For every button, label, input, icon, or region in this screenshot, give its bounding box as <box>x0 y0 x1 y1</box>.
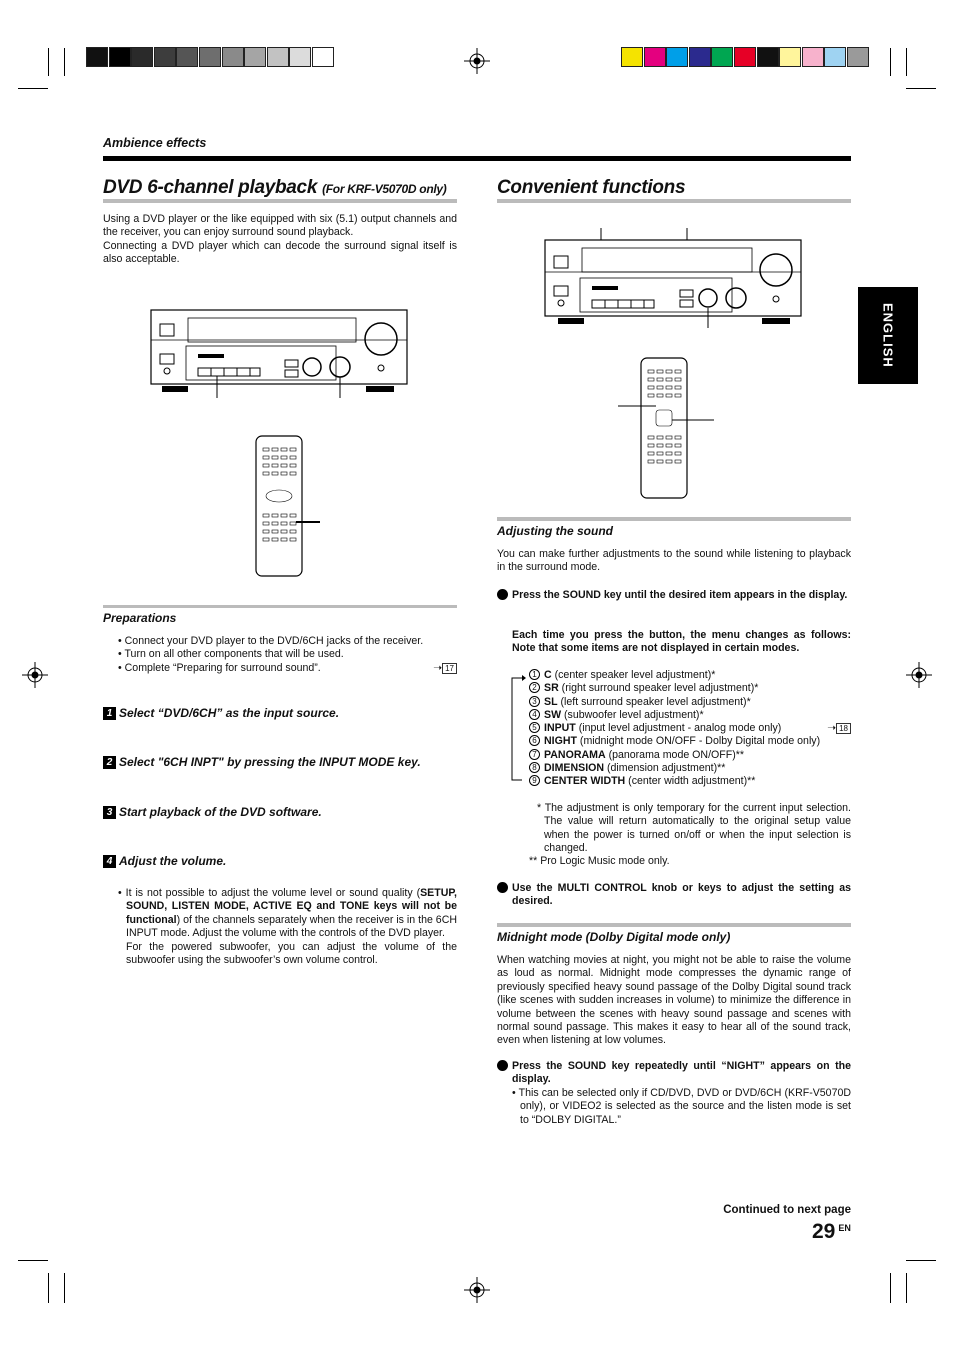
step-text: Adjust the volume. <box>119 854 227 868</box>
step-text: Press the SOUND key until the desired item appears in the display. <box>512 589 848 601</box>
note-text: ) of the channels separately when the receiver is in the 6CH INPUT mode. Adjust the volume with the controls of the DVD player. <box>126 913 457 940</box>
menu-item <box>529 696 851 709</box>
crop-mark <box>906 88 936 89</box>
menu-desc: (center width adjustment)** <box>628 775 756 788</box>
preparations-title: Preparations <box>103 611 177 625</box>
step-number: 3 <box>103 806 116 819</box>
registration-mark-icon <box>464 1277 490 1303</box>
remote-control-illustration <box>618 356 718 502</box>
title-rule <box>103 199 457 203</box>
step-1 <box>103 706 339 720</box>
list-item: • Connect your DVD player to the DVD/6CH jacks of the receiver. <box>118 635 424 647</box>
step-number: 1 <box>497 589 508 600</box>
menu-item <box>529 722 851 735</box>
step-text: Press the SOUND key repeatedly until “NIGHT” appears on the display. <box>512 1060 851 1086</box>
midnight-bullet: • This can be selected only if CD/DVD, DVD or DVD/6CH (KRF-V5070D only), or VIDEO2 is selected as the source and the listen mode is set to “DOLBY DIGITAL.” <box>512 1087 851 1126</box>
cycle-bracket-icon <box>508 672 528 788</box>
registration-mark-icon <box>22 662 48 688</box>
preparations-list <box>118 635 457 675</box>
footnote-2 <box>529 855 851 868</box>
color-swatch <box>802 47 824 67</box>
menu-number: 8 <box>529 762 540 773</box>
footnote-text: The adjustment is only temporary for the current input selection. The value will return automatically to the original setup value when the power is turned on/off or when the input selection is changed. <box>544 802 851 855</box>
crop-mark <box>890 1273 891 1303</box>
menu-item <box>529 709 851 722</box>
color-swatch <box>666 47 688 67</box>
menu-desc: (left surround speaker level adjustment)* <box>560 695 751 708</box>
page-reference: ➝ 18 <box>827 722 851 735</box>
menu-item <box>529 775 851 788</box>
midnight-title: Midnight mode (Dolby Digital mode only) <box>497 930 731 944</box>
menu-key: SL <box>544 695 558 708</box>
crop-mark <box>18 88 48 89</box>
page-reference: ➝ 17 <box>433 662 457 675</box>
section-title: Convenient functions <box>497 177 686 198</box>
menu-key: C <box>544 669 552 681</box>
color-swatch <box>644 47 666 67</box>
menu-number: 9 <box>529 775 540 786</box>
receiver-illustration <box>150 308 410 400</box>
crop-mark <box>906 48 907 76</box>
menu-key: CENTER WIDTH <box>544 775 626 788</box>
midnight-paragraph: When watching movies at night, you might not be able to raise the volume as loud as normal. Midnight mode compresses the dynamic range of previously specified heavy sound passage of the Dolby Digital sound track (like scenes with sudden increases in volume) to minimize the difference in volume between the scenes with heavy sound passage and scenes with normal sound passage. This makes it easy to hear all of the sound track, even when listening at low volumes. <box>497 954 851 1047</box>
menu-number: 3 <box>529 696 540 707</box>
page-number-value: 29 <box>812 1220 836 1243</box>
step-text: Use the MULTI CONTROL knob or keys to adjust the setting as desired. <box>512 882 851 908</box>
page-title <box>103 177 446 199</box>
adjusting-step-2 <box>492 882 851 909</box>
crop-mark <box>906 1260 936 1261</box>
menu-key: INPUT <box>544 722 576 735</box>
color-swatch <box>199 47 221 67</box>
color-swatch <box>757 47 779 67</box>
list-item-text: Turn on all other components that will be used. <box>124 648 344 661</box>
intro-paragraph <box>103 213 457 267</box>
color-swatch <box>312 47 334 67</box>
crop-mark <box>18 1260 48 1261</box>
page-number <box>812 1220 851 1244</box>
color-swatch <box>847 47 869 67</box>
menu-number: 1 <box>529 669 540 680</box>
menu-number: 4 <box>529 709 540 720</box>
color-swatch <box>154 47 176 67</box>
menu-key: SR <box>544 682 559 695</box>
language-tab-label: ENGLISH <box>880 303 896 368</box>
color-swatch <box>289 47 311 67</box>
color-swatch <box>824 47 846 67</box>
midnight-step-1 <box>492 1060 851 1087</box>
step-2 <box>103 755 421 769</box>
menu-desc: (midnight mode ON/OFF - Dolby Digital mode only) <box>579 735 821 748</box>
page-ref-number: 18 <box>836 723 851 734</box>
color-swatch <box>621 47 643 67</box>
list-item: • Turn on all other components that will be used. <box>118 648 344 661</box>
sound-menu-list <box>529 669 851 789</box>
remote-control-illustration <box>254 434 324 580</box>
menu-desc: (dimension adjustment)** <box>607 762 726 775</box>
step-text: Start playback of the DVD software. <box>119 805 322 819</box>
step-4 <box>103 854 226 868</box>
color-swatch <box>711 47 733 67</box>
crop-mark <box>48 1273 49 1303</box>
note-bold-text: SETUP, SOUND, LISTEN MODE, ACTIVE EQ and TONE keys will not be functional <box>126 887 457 926</box>
list-item-text: Connect your DVD player to the DVD/6CH jacks of the receiver. <box>124 635 424 647</box>
menu-desc: (subwoofer level adjustment)* <box>564 708 704 721</box>
menu-desc: (right surround speaker level adjustment)* <box>561 682 759 695</box>
page-ref-number: 17 <box>442 663 457 674</box>
bullet-text: This can be selected only if CD/DVD, DVD or DVD/6CH (KRF-V5070D only), or VIDEO2 is selected as the source and the listen mode is set to “DOLBY DIGITAL.” <box>518 1087 851 1126</box>
menu-desc: (panorama mode ON/OFF)** <box>608 748 744 761</box>
step-number: 4 <box>103 855 116 868</box>
menu-number: 2 <box>529 682 540 693</box>
color-swatch <box>779 47 801 67</box>
menu-key: PANORAMA <box>544 748 606 761</box>
language-code: EN <box>838 1223 851 1233</box>
footnote-text: Pro Logic Music mode only. <box>540 855 670 867</box>
menu-item <box>529 762 851 775</box>
adjusting-rule <box>497 517 851 521</box>
menu-key: DIMENSION <box>544 762 605 775</box>
title-note: (For KRF-V5070D only) <box>322 182 447 196</box>
menu-number: 5 <box>529 722 540 733</box>
receiver-illustration <box>544 228 806 330</box>
crop-mark <box>48 48 49 76</box>
crop-mark <box>64 48 65 76</box>
menu-item <box>529 682 851 695</box>
color-swatch <box>222 47 244 67</box>
color-swatch <box>267 47 289 67</box>
step-text: Select "6CH INPT" by pressing the INPUT MODE key. <box>119 755 421 769</box>
menu-cycle-note: Each time you press the button, the menu changes as follows: Note that some items are not displayed in certain modes. <box>512 629 851 655</box>
step-number: 1 <box>497 1060 508 1071</box>
color-swatch <box>86 47 108 67</box>
menu-key: NIGHT <box>544 735 577 748</box>
color-swatch <box>689 47 711 67</box>
step-number: 1 <box>103 707 116 720</box>
preparations-rule <box>103 605 457 608</box>
color-swatch <box>176 47 198 67</box>
list-item-text: Complete “Preparing for surround sound”. <box>124 661 321 674</box>
menu-number: 7 <box>529 749 540 760</box>
note-text: It is not possible to adjust the volume level or sound quality ( <box>125 887 421 899</box>
registration-mark-icon <box>464 48 490 74</box>
color-swatch <box>734 47 756 67</box>
footnote-mark: * <box>537 802 542 814</box>
color-swatch <box>109 47 131 67</box>
step-3 <box>103 805 322 819</box>
menu-item <box>529 749 851 762</box>
menu-desc: (input level adjustment - analog mode only) <box>578 722 782 735</box>
menu-item <box>529 669 851 682</box>
color-swatch <box>244 47 266 67</box>
step-text: Select “DVD/6CH” as the input source. <box>119 706 340 720</box>
menu-desc: (center speaker level adjustment)* <box>554 669 716 681</box>
adjusting-step-1 <box>492 589 851 602</box>
menu-item <box>529 735 851 748</box>
intro-line-1: Using a DVD player or the like equipped with six (5.1) output channels and the receiver, you can enjoy surround sound playback. <box>103 213 457 239</box>
title-text: DVD 6-channel playback <box>103 177 318 198</box>
color-swatch <box>131 47 153 67</box>
section-label: Ambience effects <box>103 136 207 150</box>
intro-line-2: Connecting a DVD player which can decode the surround signal itself is also acceptable. <box>103 239 457 266</box>
step-number: 2 <box>103 756 116 769</box>
volume-note: • It is not possible to adjust the volume level or sound quality (SETUP, SOUND, LISTEN MODE, ACTIVE EQ and TONE keys will not be functional) of the channels separately when the receiver is in the 6CH INPUT mode. Adjust the volume with the controls of the DVD player. For the powered subwoofer, you can adjust the volume of the subwoofer using the subwoofer’s own volume control. <box>118 887 457 967</box>
title-rule <box>497 199 851 203</box>
footnote-mark: ** <box>529 855 538 867</box>
crop-mark <box>64 1273 65 1303</box>
adjusting-intro: You can make further adjustments to the sound while listening to playback in the surround mode. <box>497 548 851 574</box>
crop-mark <box>906 1273 907 1303</box>
menu-number: 6 <box>529 735 540 746</box>
adjusting-title: Adjusting the sound <box>497 524 613 538</box>
midnight-rule <box>497 923 851 927</box>
step-number: 2 <box>497 882 508 893</box>
continued-note: Continued to next page <box>723 1204 851 1216</box>
list-item: • Complete “Preparing for surround sound”. ➝ 17 <box>118 662 457 675</box>
menu-key: SW <box>544 708 562 721</box>
crop-mark <box>890 48 891 76</box>
footnote-1 <box>537 802 851 856</box>
registration-mark-icon <box>906 662 932 688</box>
header-rule <box>103 156 851 161</box>
subwoofer-note: For the powered subwoofer, you can adjust the volume of the subwoofer using the subwoofer’s own volume control. <box>126 940 457 967</box>
